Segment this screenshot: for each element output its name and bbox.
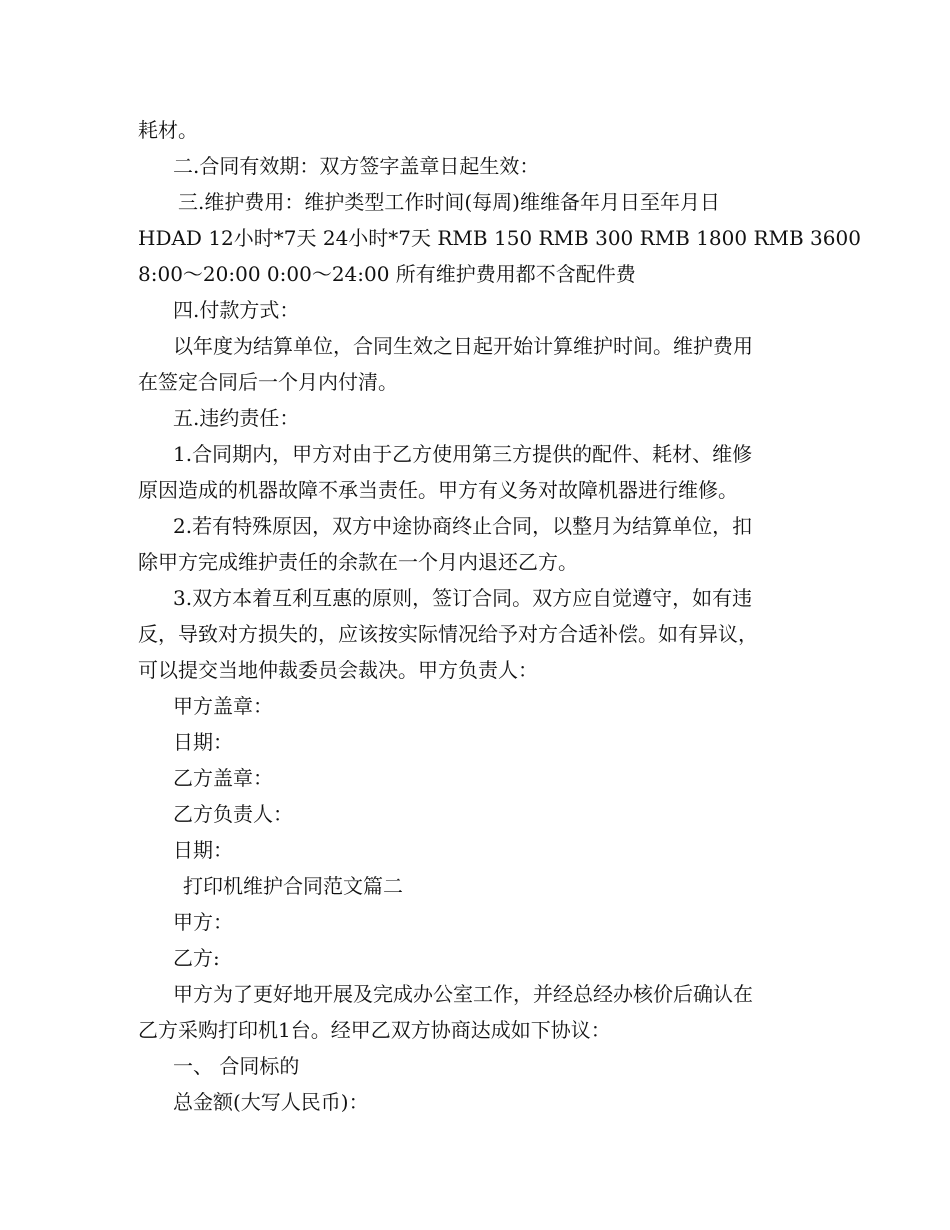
fee-table-row-hours: 8:00～20:00 0:00～24:00 所有维护费用都不含配件费	[138, 262, 636, 286]
signature-field-party-b-representative: 乙方负责人：	[173, 802, 293, 826]
clause-1-line: 1.合同期内，甲方对由于乙方使用第三方提供的配件、耗材、维修	[173, 442, 753, 466]
section-heading-contract-subject: 一、 合同标的	[173, 1054, 300, 1078]
signature-field-party-b-seal: 乙方盖章：	[173, 766, 273, 790]
section-heading-liability: 五.违约责任：	[173, 406, 300, 430]
clause-3-line: 反，导致对方损失的，应该按实际情况给予对方合适补偿。如有异议，	[138, 622, 758, 646]
signature-field-date: 日期：	[173, 838, 233, 862]
party-a-field: 甲方：	[173, 910, 233, 934]
party-b-field: 乙方:	[173, 946, 220, 970]
signature-field-party-a-seal: 甲方盖章：	[173, 694, 273, 718]
clause-1-line: 原因造成的机器故障不承当责任。甲方有义务对故障机器进行维修。	[138, 478, 738, 502]
paragraph-line: 以年度为结算单位，合同生效之日起开始计算维护时间。维护费用	[173, 334, 753, 358]
fee-table-row: HDAD 12小时*7天 24小时*7天 RMB 150 RMB 300 RMB 1800 RMB 3600	[138, 226, 861, 250]
text-line-continuation: 耗材。	[138, 118, 198, 142]
section-title: 打印机维护合同范文篇二	[183, 874, 403, 898]
section-heading-payment: 四.付款方式：	[173, 298, 300, 322]
paragraph-line: 甲方为了更好地开展及完成办公室工作，并经总经办核价后确认在	[173, 982, 753, 1006]
section-heading-validity: 二.合同有效期：双方签字盖章日起生效：	[173, 154, 540, 178]
total-amount-field: 总金额(大写人民币)：	[173, 1090, 369, 1114]
clause-3-line: 3.双方本着互利互惠的原则，签订合同。双方应自觉遵守，如有违	[173, 586, 753, 610]
signature-field-date: 日期：	[173, 730, 233, 754]
clause-2-line: 除甲方完成维护责任的余款在一个月内退还乙方。	[138, 550, 578, 574]
paragraph-line: 在签定合同后一个月内付清。	[138, 370, 398, 394]
clause-3-line: 可以提交当地仲裁委员会裁决。甲方负责人：	[138, 658, 538, 682]
section-heading-fees: 三.维护费用：维护类型工作时间(每周)维维备年月日至年月日	[178, 190, 720, 214]
paragraph-line: 乙方采购打印机1台。经甲乙双方协商达成如下协议：	[138, 1018, 611, 1042]
clause-2-line: 2.若有特殊原因，双方中途协商终止合同，以整月为结算单位，扣	[173, 514, 753, 538]
